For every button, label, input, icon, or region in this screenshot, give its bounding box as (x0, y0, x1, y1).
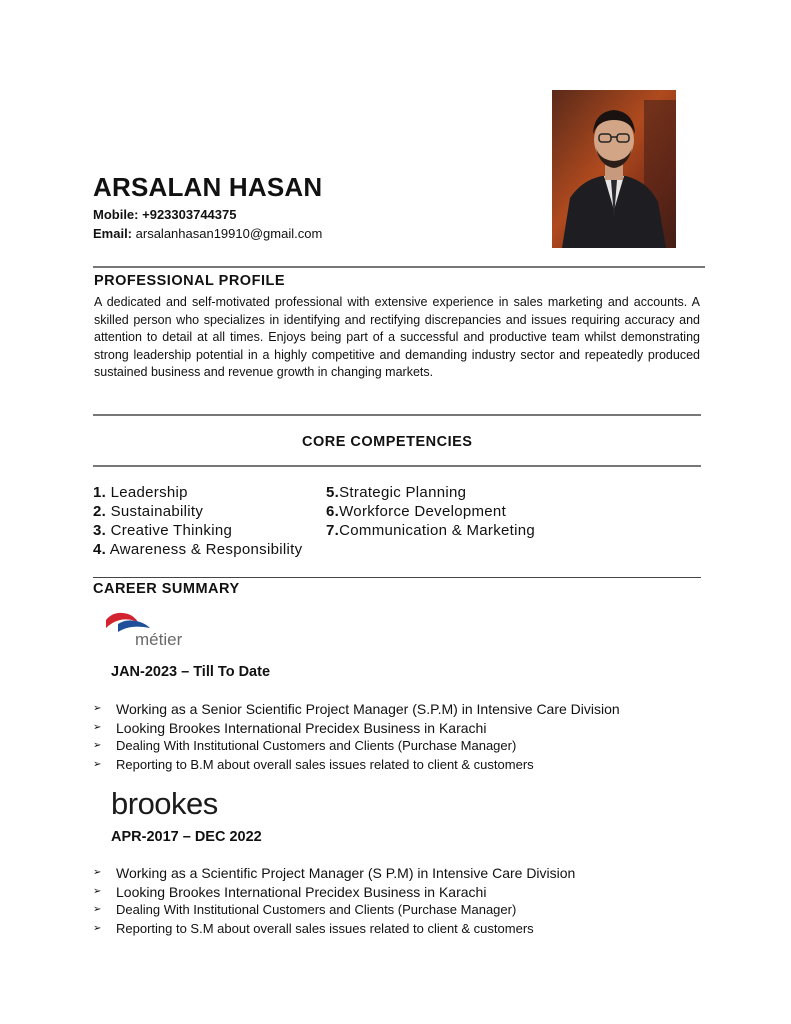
brookes-logo-text: brookes (111, 786, 218, 821)
competency-item (93, 541, 302, 558)
arrow-bullet-icon: ➢ (93, 703, 102, 714)
mobile-number: +923303744375 (142, 207, 237, 222)
bullet-text: Reporting to B.M about overall sales issues related to client & customers (116, 756, 534, 772)
list-item (93, 737, 620, 756)
email-line (93, 226, 322, 241)
competency-number: 5. (326, 484, 340, 501)
profile-text: A dedicated and self-motivated professional with extensive experience in sales marketing and accounts. A skilled person who specializes in identifying and rectifying discrepancies and issues requiring accuracy and attention to detail at all times. Enjoys being part of a successful and productive team whilst demonstrating strong leadership potential in a highly competitive and demanding industry sector and repeatedly produced sustained business and revenue growth in changing markets. (94, 295, 700, 379)
competencies-bottom-divider (93, 465, 701, 467)
arrow-bullet-icon: ➢ (93, 758, 102, 770)
competency-number: 3. (93, 522, 107, 539)
profile-heading: PROFESSIONAL PROFILE (94, 273, 286, 289)
competency-label: Creative Thinking (110, 522, 233, 539)
job-period: JAN-2023 – Till To Date (111, 664, 271, 680)
competency-label: Communication & Marketing (339, 522, 536, 539)
competency-item (326, 522, 535, 539)
job-bullet-list (93, 700, 620, 774)
bullet-text: Looking Brookes International Precidex Business in Karachi (116, 719, 487, 736)
competencies-heading: CORE COMPETENCIES (302, 434, 473, 450)
list-item (93, 901, 575, 920)
competency-label: Awareness & Responsibility (109, 541, 303, 558)
arrow-bullet-icon: ➢ (93, 867, 102, 878)
competency-item (93, 484, 188, 501)
list-item (93, 719, 620, 738)
competency-item (93, 503, 203, 520)
competency-number: 1. (93, 484, 107, 501)
job-period: APR-2017 – DEC 2022 (111, 829, 262, 845)
competency-label: Sustainability (110, 503, 204, 520)
bullet-text: Dealing With Institutional Customers and Clients (Purchase Manager) (116, 738, 517, 753)
list-item (93, 864, 575, 883)
competency-item (93, 522, 232, 539)
header-divider (93, 266, 705, 268)
competency-number: 6. (326, 503, 340, 520)
candidate-name: ARSALAN HASAN (93, 172, 323, 202)
competency-number: 2. (93, 503, 107, 520)
list-item (93, 756, 620, 775)
competency-number: 7. (326, 522, 340, 539)
email-address[interactable]: arsalanhasan19910@gmail.com (135, 226, 323, 241)
mobile-line (93, 207, 236, 222)
competency-item (326, 503, 506, 520)
arrow-bullet-icon: ➢ (93, 721, 102, 733)
competency-label: Strategic Planning (339, 484, 467, 501)
list-item (93, 920, 575, 939)
competency-number: 4. (93, 541, 107, 558)
bullet-text: Working as a Scientific Project Manager (S P.M) in Intensive Care Division (116, 865, 576, 881)
bullet-text: Reporting to S.M about overall sales issues related to client & customers (116, 920, 534, 936)
bullet-text: Dealing With Institutional Customers and Clients (Purchase Manager) (116, 902, 517, 917)
job-bullet-list (93, 864, 575, 938)
arrow-bullet-icon: ➢ (93, 740, 102, 751)
bullet-text: Working as a Senior Scientific Project Manager (S.P.M) in Intensive Care Division (116, 701, 620, 717)
mobile-label: Mobile: (93, 207, 139, 222)
arrow-bullet-icon: ➢ (93, 885, 102, 897)
competency-item (326, 484, 466, 501)
arrow-bullet-icon: ➢ (93, 904, 102, 915)
career-divider (93, 577, 701, 578)
arrow-bullet-icon: ➢ (93, 922, 102, 934)
career-heading: CAREER SUMMARY (93, 581, 240, 597)
competency-label: Leadership (110, 484, 188, 501)
metier-logo-text: métier (135, 630, 183, 649)
email-label: Email: (93, 226, 133, 241)
competency-label: Workforce Development (339, 503, 507, 520)
bullet-text: Looking Brookes International Precidex Business in Karachi (116, 883, 487, 900)
list-item (93, 700, 620, 719)
list-item (93, 883, 575, 902)
profile-photo (552, 90, 676, 248)
competencies-top-divider (93, 414, 701, 416)
